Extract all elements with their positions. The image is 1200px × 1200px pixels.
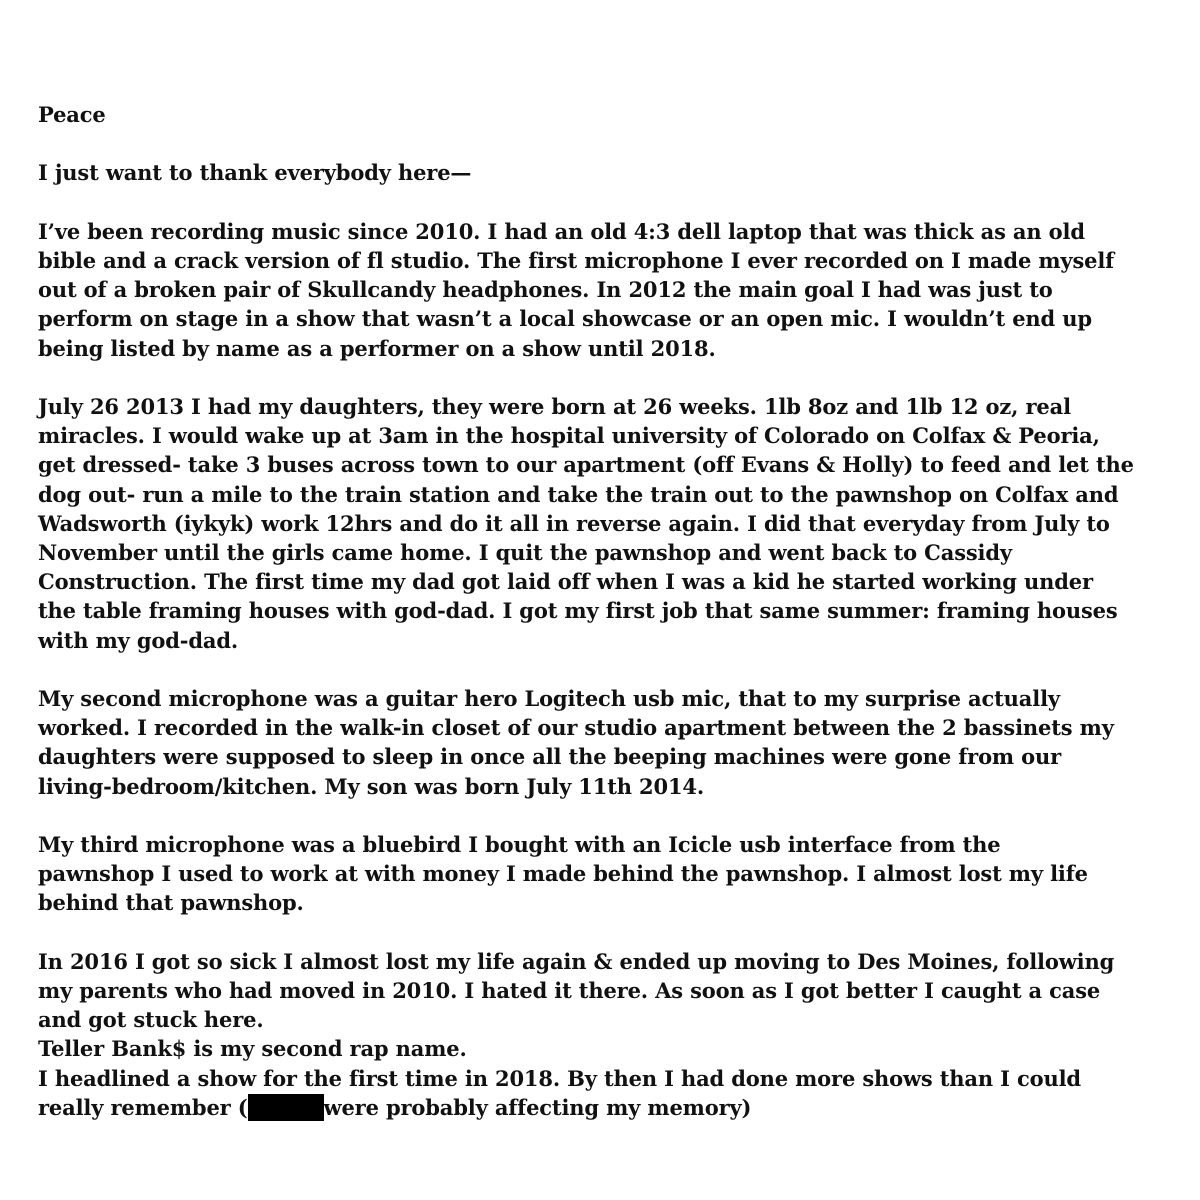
paragraph bbox=[38, 217, 1178, 363]
text-line: perform on stage in a show that wasn’t a local showcase or an open mic. I wouldn’t end up bbox=[38, 306, 1092, 332]
text-line: I’ve been recording music since 2010. I had an old 4:3 dell laptop that was thick as an old bbox=[38, 218, 1085, 244]
paragraph bbox=[38, 947, 1178, 1093]
paragraph bbox=[38, 684, 1178, 801]
redaction-bar bbox=[248, 1094, 324, 1121]
text-line: pawnshop I used to work at with money I made behind the pawnshop. I almost lost my life bbox=[38, 861, 1088, 887]
text-line: with my god-dad. bbox=[38, 627, 239, 653]
intro-line: I just want to thank everybody here— bbox=[38, 160, 472, 186]
text-line: out of a broken pair of Skullcandy headphones. In 2012 the main goal I had was just to bbox=[38, 277, 1053, 303]
text-line: daughters were supposed to sleep in once all the beeping machines were gone from our bbox=[38, 744, 1062, 770]
last-line-before: really remember ( bbox=[38, 1094, 248, 1120]
text-line: being listed by name as a performer on a show until 2018. bbox=[38, 335, 716, 361]
text-line: My third microphone was a bluebird I bought with an Icicle usb interface from the bbox=[38, 832, 1001, 857]
text-line: living-bedroom/kitchen. My son was born July 11th 2014. bbox=[38, 773, 705, 799]
text-line: worked. I recorded in the walk-in closet of our studio apartment between the 2 bassinets my bbox=[38, 715, 1114, 741]
text-line: November until the girls came home. I quit the pawnshop and went back to Cassidy bbox=[38, 540, 1012, 565]
text-line: miracles. I would wake up at 3am in the hospital university of Colorado on Colfax & Peoria, bbox=[38, 423, 1100, 449]
text-line: Construction. The first time my dad got laid off when I was a kid he started working under bbox=[38, 569, 1093, 595]
paragraphs bbox=[38, 217, 1178, 1093]
text-line: bible and a crack version of fl studio. The first microphone I ever recorded on I made myself bbox=[38, 247, 1115, 273]
last-line bbox=[38, 1093, 1178, 1122]
text-line: In 2016 I got so sick I almost lost my life again & ended up moving to Des Moines, following bbox=[38, 948, 1115, 974]
text-line: dog out- run a mile to the train station and take the train out to the pawnshop on Colfax and bbox=[38, 481, 1119, 507]
paragraph bbox=[38, 392, 1178, 655]
greeting: Peace bbox=[38, 102, 106, 127]
paragraph bbox=[38, 830, 1178, 918]
text-line: Teller Bank$ is my second rap name. bbox=[38, 1036, 467, 1062]
text-line: and got stuck here. bbox=[38, 1007, 264, 1033]
text-line: my parents who had moved in 2010. I hated it there. As soon as I got better I caught a case bbox=[38, 978, 1101, 1003]
text-line: I headlined a show for the first time in 2018. By then I had done more shows than I could bbox=[38, 1065, 1081, 1091]
document-body bbox=[38, 100, 1178, 1122]
text-line: My second microphone was a guitar hero Logitech usb mic, that to my surprise actually bbox=[38, 686, 1060, 711]
text-line: the table framing houses with god-dad. I got my first job that same summer: framing houses bbox=[38, 598, 1118, 624]
text-line: get dressed- take 3 buses across town to our apartment (off Evans & Holly) to feed and let the bbox=[38, 452, 1134, 478]
text-line: July 26 2013 I had my daughters, they were born at 26 weeks. 1lb 8oz and 1lb 12 oz, real bbox=[38, 393, 1071, 419]
text-line: behind that pawnshop. bbox=[38, 890, 304, 916]
text-line: Wadsworth (iykyk) work 12hrs and do it all in reverse again. I did that everyday from July to bbox=[38, 510, 1110, 536]
last-line-after: were probably affecting my memory) bbox=[323, 1094, 752, 1120]
